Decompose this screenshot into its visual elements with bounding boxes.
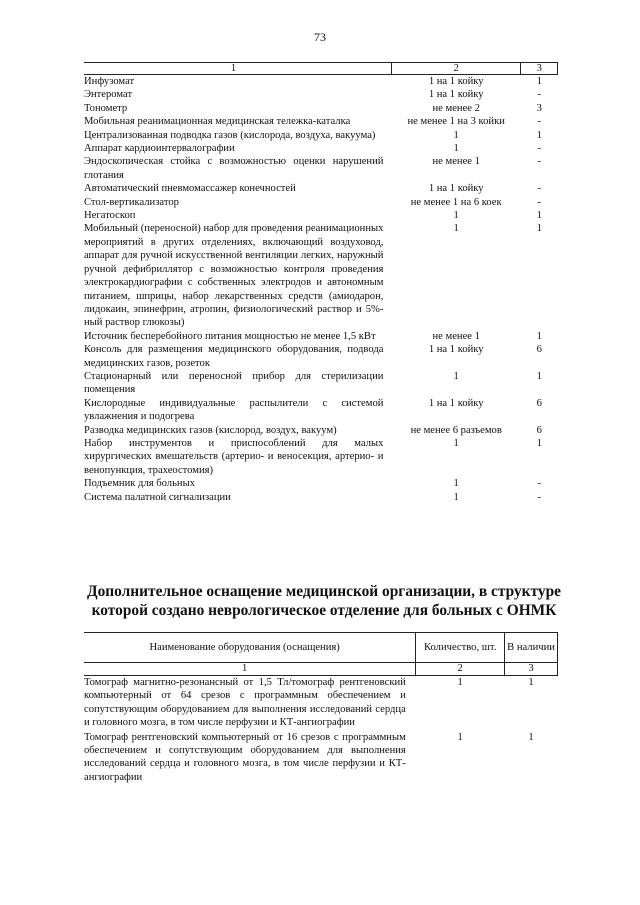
column-header-2: 2 [391, 63, 521, 75]
quantity: не менее 1 на 6 коек [410, 196, 502, 208]
quantity: 1 [453, 143, 459, 155]
equipment-name: Аппарат кардиоинтервалографии [84, 143, 235, 155]
table-row [84, 424, 558, 437]
table-row [84, 102, 558, 115]
equipment-name: Энтеромат [84, 89, 133, 101]
quantity: 1 [453, 129, 459, 141]
quantity: 1 на 1 койку [428, 183, 484, 195]
quantity: 1 [453, 370, 459, 382]
table-row [84, 343, 558, 370]
availability: 6 [536, 424, 542, 436]
column-header-quantity: Количество, шт. [416, 633, 505, 663]
quantity: не менее 2 [432, 102, 480, 114]
availability: 3 [536, 102, 542, 114]
table-row [84, 196, 558, 209]
section-title: Дополнительное оснащение медицинской организации, в структуре которой создано неврологическое отделение для больных с ОНМК [87, 583, 561, 619]
table-row [84, 182, 558, 195]
column-header-name: Наименование оборудования (оснащения) [84, 633, 416, 663]
page-number: 73 [314, 30, 326, 44]
availability: - [537, 478, 541, 490]
availability: 6 [536, 344, 542, 356]
table-row [84, 209, 558, 222]
quantity: 1 [453, 210, 459, 222]
table-row [84, 370, 558, 397]
availability: - [537, 156, 541, 168]
equipment-name: Набор инструментов и приспособлений для малых хирургических вмешательств (артерио- и веносекция, артерио- и венопункция, трахеостомия) [84, 437, 384, 476]
equipment-name: Централизованная подводка газов (кислорода, воздуха, вакуума) [84, 129, 376, 141]
table-row [84, 142, 558, 155]
equipment-name: Источник бесперебойного питания мощностью не менее 1,5 кВт [84, 330, 376, 342]
additional-equipment-table [84, 632, 558, 785]
equipment-name: Инфузомат [84, 76, 135, 87]
availability: 1 [536, 330, 542, 342]
equipment-name: Подъемник для больных [84, 478, 195, 490]
equipment-name: Автоматический пневмомассажер конечностей [84, 183, 296, 195]
availability: - [537, 196, 541, 208]
table-row [84, 491, 558, 504]
column-number-2: 2 [416, 663, 505, 676]
equipment-name: Тонометр [84, 102, 128, 114]
table-row [84, 88, 558, 101]
quantity: не менее 1 [432, 330, 480, 342]
column-number-1: 1 [84, 663, 416, 676]
quantity: не менее 6 разъемов [410, 424, 502, 436]
equipment-name: Мобильный (переносной) набор для проведения реанимационных мероприятий в других отделениях, включающий воздуховод, аппарат для ручной искусственной вентиляции легких, наружный ручной дефибриллятор с возможностью контроля проведения электрокардиографии с собственных электродов и автономным питанием, шприцы, набор лекарственных средств (амиодарон, лидокаин, эпинефрин, атропин, физиологический раствор и 5%-ный раствор глюкозы) [84, 223, 384, 329]
column-header-3: 3 [521, 63, 558, 75]
table-row [84, 477, 558, 490]
availability: 1 [536, 210, 542, 222]
table-header-row [84, 633, 558, 663]
column-header-1: 1 [84, 63, 391, 75]
quantity: 1 на 1 койку [428, 344, 484, 356]
equipment-name: Томограф магнитно-резонансный от 1,5 Тл/томограф рентгеновский компьютерный от 64 срезов с программным обеспечением и сопутствующим оборудованием для выполнения исследований сердца и головного мозга, в том числе перфузии и КТ-ангиографии [84, 677, 406, 729]
availability: 1 [536, 223, 542, 235]
quantity: 1 [453, 478, 459, 490]
column-number-row [84, 663, 558, 676]
quantity: не менее 1 [432, 156, 480, 168]
availability: - [537, 116, 541, 128]
availability: 1 [536, 370, 542, 382]
availability: 1 [536, 437, 542, 449]
availability: 1 [528, 731, 534, 743]
availability: - [537, 89, 541, 101]
availability: 1 [536, 129, 542, 141]
quantity: 1 [453, 437, 459, 449]
quantity: 1 на 1 койку [428, 89, 484, 101]
table-row [84, 129, 558, 142]
equipment-name: Мобильная реанимационная медицинская тележка-каталка [84, 116, 351, 128]
availability: - [537, 491, 541, 503]
availability: - [537, 143, 541, 155]
equipment-name: Консоль для размещения медицинского оборудования, подвода медицинских газов, розеток [84, 344, 384, 369]
table-row [84, 75, 558, 89]
quantity: не менее 1 на 3 койки [407, 116, 505, 128]
availability: 1 [528, 677, 534, 688]
table-row [84, 330, 558, 343]
quantity: 1 [457, 731, 463, 743]
equipment-name: Томограф рентгеновский компьютерный от 16 срезов с программным обеспечением и сопутствующим оборудованием для выполнения исследований сердца и головного мозга, в том числе перфузии и КТ-ангиографии [84, 731, 406, 783]
column-number-3: 3 [505, 663, 558, 676]
table-row [84, 397, 558, 424]
table-row [84, 437, 558, 477]
quantity: 1 [457, 677, 463, 688]
table-row [84, 155, 558, 182]
availability: - [537, 183, 541, 195]
equipment-table [84, 62, 558, 504]
equipment-name: Система палатной сигнализации [84, 491, 231, 503]
equipment-name: Эндоскопическая стойка с возможностью оценки нарушений глотания [84, 156, 384, 181]
quantity: 1 [453, 491, 459, 503]
quantity: 1 на 1 койку [428, 76, 484, 87]
equipment-name: Кислородные индивидуальные распылители с системой увлажнения и подогрева [84, 397, 384, 423]
equipment-name: Стационарный или переносной прибор для стерилизации помещения [84, 370, 384, 396]
quantity: 1 [453, 223, 459, 235]
table-row [84, 676, 558, 731]
equipment-name: Негатоскоп [84, 210, 136, 222]
availability: 6 [536, 397, 542, 409]
availability: 1 [536, 76, 542, 87]
table-row [84, 115, 558, 128]
equipment-name: Разводка медицинских газов (кислород, воздух, вакуум) [84, 424, 337, 436]
table-row [84, 731, 558, 786]
table-row [84, 222, 558, 329]
column-header-available: В наличии [505, 633, 558, 663]
table-header-row [84, 63, 558, 75]
equipment-name: Стол-вертикализатор [84, 196, 179, 208]
quantity: 1 на 1 койку [428, 397, 484, 409]
